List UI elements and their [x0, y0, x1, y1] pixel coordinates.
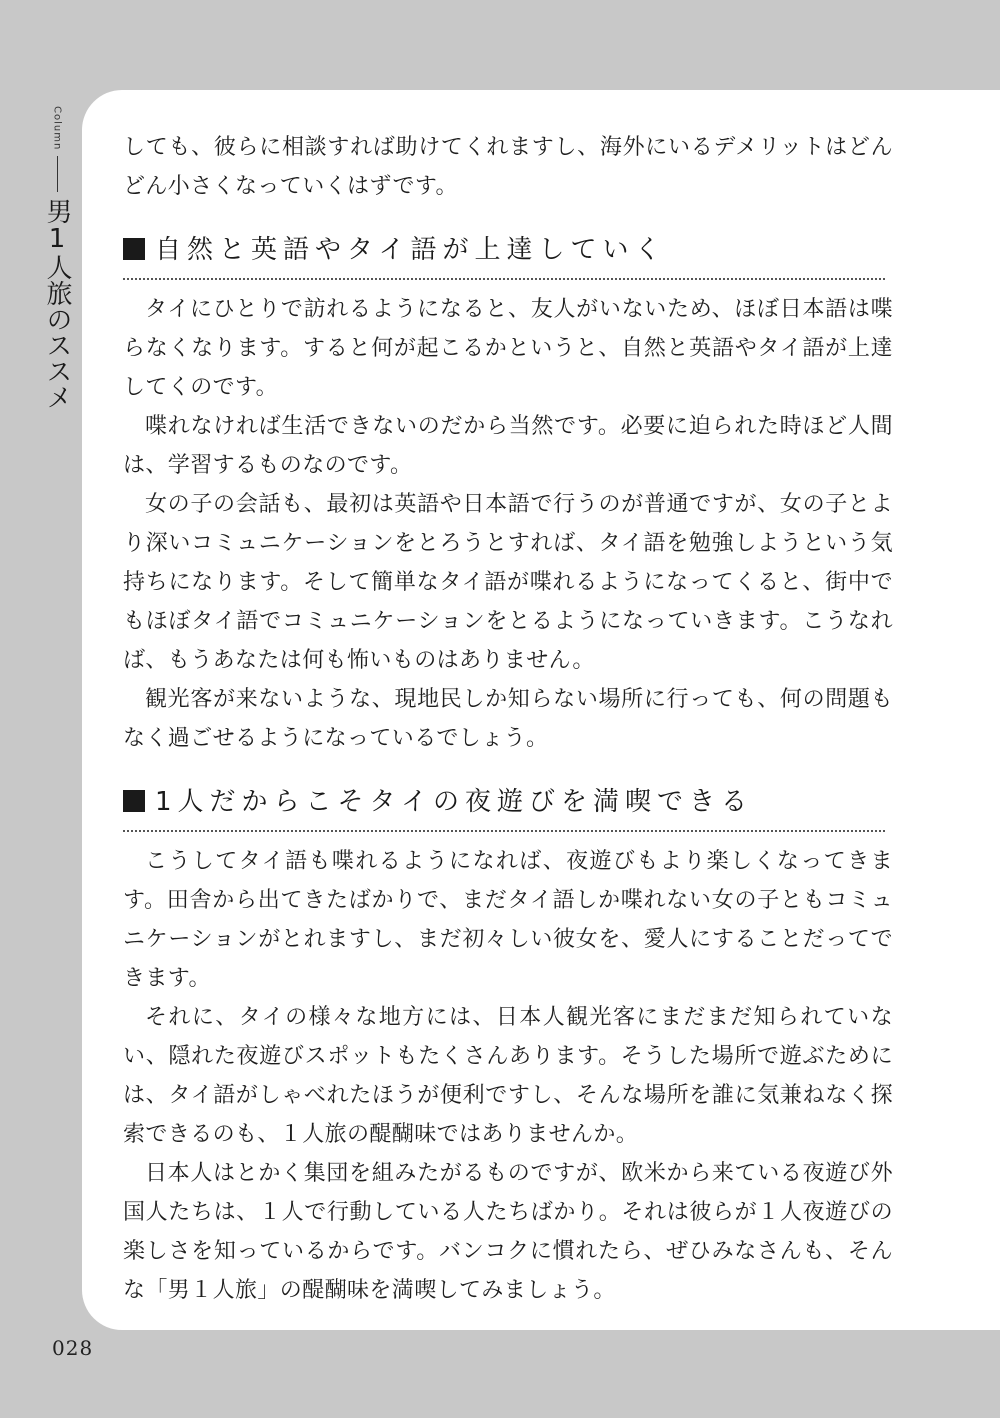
- paragraph: 喋れなければ生活できないのだから当然です。必要に迫られた時ほど人間は、学習するものなのです。: [123, 414, 893, 478]
- intro-paragraph: しても、彼らに相談すれば助けてくれますし、海外にいるデメリットはどんどん小さくなっていくはずです。: [123, 135, 893, 199]
- side-divider: [57, 156, 58, 192]
- paragraph: こうしてタイ語も喋れるようになれば、夜遊びもより楽しくなってきます。田舎から出てきたばかりで、まだタイ語しか喋れない女の子ともコミュニケーションがとれますし、まだ初々しい彼女を、愛人にすることだってできます。: [123, 849, 893, 991]
- section-body: [123, 842, 893, 1310]
- column-label: Column: [51, 106, 63, 151]
- paragraph: 女の子の会話も、最初は英語や日本語で行うのが普通ですが、女の子とより深いコミュニケーションをとろうとすれば、タイ語を勉強しようという気持ちになります。そして簡単なタイ語が喋れるようになってくると、街中でもほぼタイ語でコミュニケーションをとるようになっていきます。こうなれば、もうあなたは何も怖いものはありません。: [123, 492, 893, 673]
- paragraph: それに、タイの様々な地方には、日本人観光客にまだまだ知られていない、隠れた夜遊びスポットもたくさんあります。そうした場所で遊ぶためには、タイ語がしゃべれたほうが便利ですし、そんな場所を誰に気兼ねなく探索できるのも、１人旅の醍醐味ではありませんか。: [123, 1005, 893, 1147]
- column-title: 男1人旅のススメ: [42, 198, 72, 411]
- paragraph: タイにひとりで訪れるようになると、友人がいないため、ほぼ日本語は喋らなくなります。すると何が起こるかというと、自然と英語やタイ語が上達してくのです。: [123, 297, 893, 400]
- square-bullet-icon: [123, 790, 145, 812]
- section-heading-text: 自然と英語やタイ語が上達していく: [155, 235, 667, 265]
- article-body: [123, 128, 893, 1310]
- section-heading-text: 1人だからこそタイの夜遊びを満喫できる: [155, 787, 754, 817]
- page-number: 028: [52, 1336, 94, 1360]
- section-body: [123, 290, 893, 758]
- section-heading: [123, 230, 885, 280]
- paragraph: 観光客が来ないような、現地民しか知らない場所に行っても、何の問題もなく過ごせるようになっているでしょう。: [123, 687, 893, 751]
- section-heading: [123, 782, 885, 832]
- paragraph: 日本人はとかく集団を組みたがるものですが、欧米から来ている夜遊び外国人たちは、１人で行動している人たちばかり。それは彼らが１人夜遊びの楽しさを知っているからです。バンコクに慣れたら、ぜひみなさんも、そんな「男１人旅」の醍醐味を満喫してみましょう。: [123, 1161, 893, 1303]
- square-bullet-icon: [123, 238, 145, 260]
- side-tab: [40, 106, 74, 410]
